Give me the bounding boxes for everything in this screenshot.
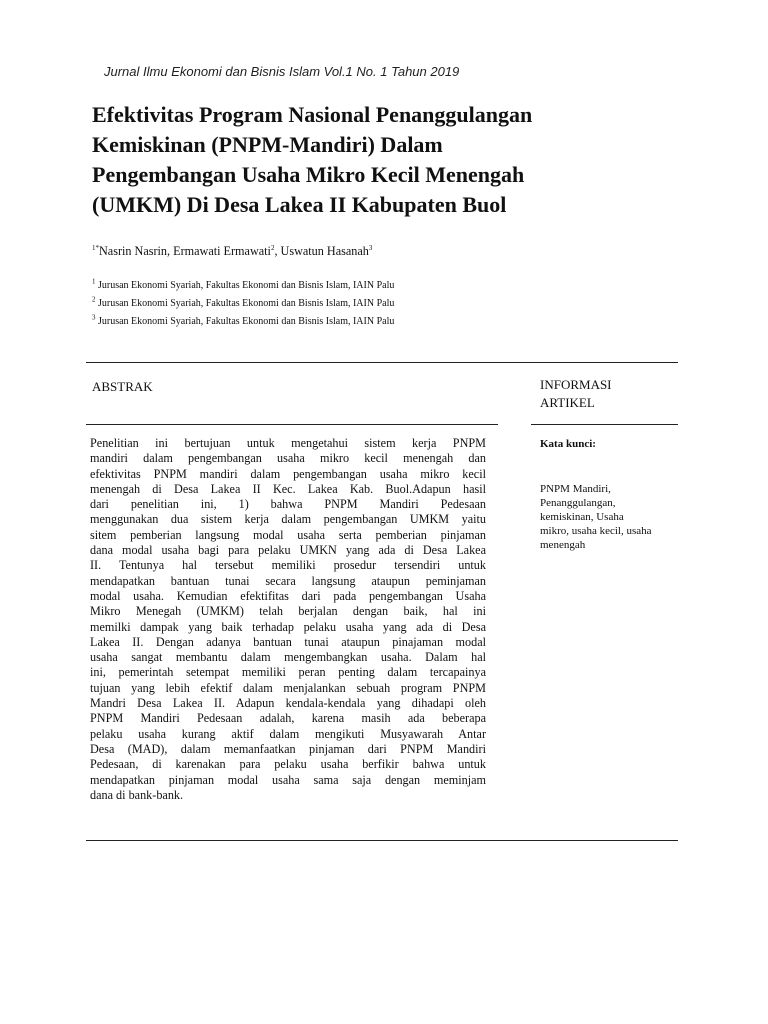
abstract-line: PNPM Mandiri Pedesaan adalah, karena masih ada beberapa — [90, 711, 486, 726]
affiliation-item — [92, 313, 395, 334]
affiliation-sup: 2 — [92, 295, 96, 304]
abstract-line: efektivitas PNPM mandiri dalam pengembangan usaha mikro kecil — [90, 466, 486, 481]
abstract-line: Desa (MAD), dalam memanfaatkan pinjaman dari PNPM Mandiri — [90, 741, 486, 756]
affiliation-sup: 3 — [92, 313, 96, 322]
abstract-line: Penelitian ini bertujuan untuk mengetahui sistem kerja PNPM — [90, 436, 486, 450]
abstract-line: Pedesaan, di karenakan para pelaku usaha berfikir bahwa untuk — [90, 757, 486, 772]
abstract-line: mandiri dalam pengembangan usaha mikro kecil menengah dan — [90, 451, 486, 466]
author-name: Ermawati Ermawati — [173, 244, 271, 258]
article-title — [92, 100, 652, 220]
abstract-line: dana modal usaha bagi para pelaku UMKN yang ada di Desa Lakea — [90, 543, 486, 558]
abstract-line: modal usaha. Kemudian efektifitas dari pada pengembangan Usaha — [90, 588, 486, 603]
affiliation-item — [92, 295, 395, 316]
abstract-line: menggunakan dua sistem kerja dalam pengembangan UMKM yaitu — [90, 512, 486, 527]
abstract-line: sitem pemberian langsung modal usaha serta pemberian pinjaman — [90, 527, 486, 542]
bottom-divider — [86, 840, 678, 841]
affiliations — [92, 277, 395, 334]
info-heading-line: INFORMASI — [540, 377, 612, 392]
abstract-line: ini, pemerintah setempat memiliki peran penting dalam tercapainya — [90, 665, 486, 680]
abstract-line: usaha sangat membantu dalam mengembangkan usaha. Dalam hal — [90, 650, 486, 665]
journal-header: Jurnal Ilmu Ekonomi dan Bisnis Islam Vol.1 No. 1 Tahun 2019 — [104, 64, 460, 79]
abstract-line: Mikro Menegah (UMKM) telah berjalan dengan baik, hal ini — [90, 604, 486, 619]
keyword-line: mikro, usaha kecil, usaha — [540, 525, 652, 537]
affiliation-text: Jurusan Ekonomi Syariah, Fakultas Ekonomi dan Bisnis Islam, IAIN Palu — [95, 298, 395, 309]
info-heading-line: ARTIKEL — [540, 395, 595, 410]
abstract-line: menengah di Desa Lakea II Kec. Lakea Kab. Buol.Adapun hasil — [90, 481, 486, 496]
keyword-line: kemiskinan, Usaha — [540, 511, 624, 523]
title-line: (UMKM) Di Desa Lakea II Kabupaten Buol — [92, 192, 507, 217]
keywords-label: Kata kunci: — [540, 438, 596, 450]
author-sup: 1* — [92, 243, 99, 252]
abstract-line: Mandri Desa Lakea II. Adapun kendala-kendala yang dihadapi oleh — [90, 696, 486, 711]
info-heading — [540, 376, 612, 412]
title-line: Efektivitas Program Nasional Penanggulangan — [92, 102, 533, 127]
author-name: Uswatun Hasanah — [280, 244, 369, 258]
top-divider — [86, 362, 678, 363]
author-name: Nasrin Nasrin, — [99, 244, 174, 258]
abstract-line: dari penelitian ini, 1) bahwa PNPM Mandiri Pedesaan — [90, 497, 486, 512]
abstract-line: Lakea II. Dengan adanya bantuan tunai ataupun pinajaman modal — [90, 634, 486, 649]
abstract-line: II. Tentunya hal tersebut memiliki prosedur tersendiri untuk — [90, 558, 486, 573]
abstract-divider — [86, 424, 498, 425]
abstract-line: mendapatkan pinjaman modal usaha sama saja dengan meminjam — [90, 772, 486, 787]
abstract-line: tujuan yang lebih efektif dalam menjalankan sebuah program PNPM — [90, 680, 486, 695]
abstract-body — [90, 436, 486, 803]
keywords-list — [540, 482, 680, 552]
keyword-line: menengah — [540, 539, 586, 551]
title-line: Pengembangan Usaha Mikro Kecil Menengah — [92, 162, 525, 187]
author-sup: 3 — [368, 243, 373, 252]
affiliation-text: Jurusan Ekonomi Syariah, Fakultas Ekonomi dan Bisnis Islam, IAIN Palu — [95, 280, 395, 291]
affiliation-item — [92, 277, 395, 298]
keyword-line: Penanggulangan, — [540, 497, 616, 509]
affiliation-text: Jurusan Ekonomi Syariah, Fakultas Ekonomi dan Bisnis Islam, IAIN Palu — [95, 316, 395, 327]
info-divider — [531, 424, 678, 425]
title-line: Kemiskinan (PNPM-Mandiri) Dalam — [92, 132, 443, 157]
abstract-line: mendapatkan bantuan tunai secara langsung ataupun peminjaman — [90, 573, 486, 588]
abstract-line: dana di bank-bank. — [90, 787, 184, 802]
keyword-line: PNPM Mandiri, — [540, 483, 611, 495]
abstract-line: pelaku usaha kurang aktif dalam mengikuti Musyawarah Antar — [90, 726, 486, 741]
author-sup: 2 — [270, 243, 275, 252]
affiliation-sup: 1 — [92, 277, 96, 286]
author-list — [92, 244, 372, 259]
abstrak-heading: ABSTRAK — [92, 379, 153, 394]
author-separator: , — [274, 244, 281, 258]
abstract-line: memilki dampak yang baik terhadap pelaku usaha yang ada di Desa — [90, 619, 486, 634]
